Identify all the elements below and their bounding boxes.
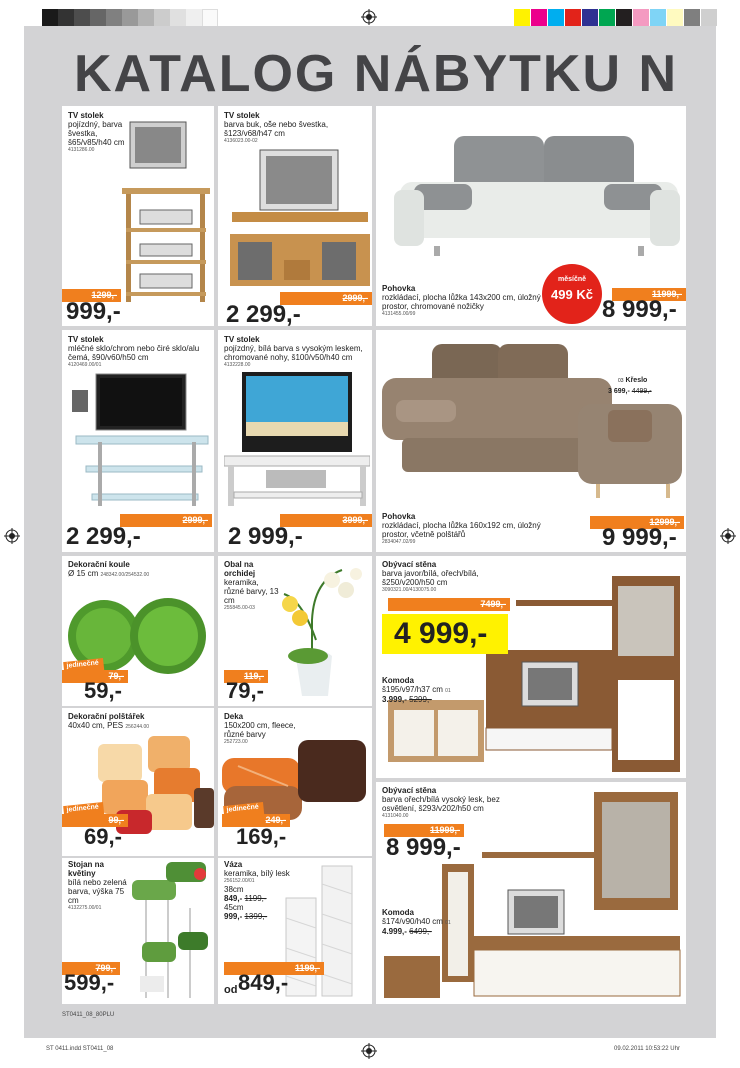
old-price-tag: 3999,- xyxy=(280,514,372,527)
price: 169,- xyxy=(236,824,287,849)
armchair-label: 03 Křeslo xyxy=(618,377,648,384)
product-card-balls[interactable] xyxy=(62,556,214,706)
vase-price1: 849,- 1199,- xyxy=(224,894,267,903)
unique-badge: jedinečné xyxy=(63,802,105,824)
product-card-blanket[interactable] xyxy=(218,708,372,856)
price: 8 999,- xyxy=(386,834,461,861)
product-title: Dekorační polštářek xyxy=(68,712,145,721)
registration-mark-icon xyxy=(361,1043,377,1059)
price: 2 299,- xyxy=(66,523,141,550)
product-code: 252723.00 xyxy=(224,739,248,745)
registration-mark-icon xyxy=(4,528,20,544)
price: 69,- xyxy=(84,824,122,849)
product-title: TV stolek xyxy=(68,335,104,344)
glass-tv-stand-image xyxy=(72,370,212,512)
product-card-tv2[interactable] xyxy=(218,106,372,326)
product-code: 4132275.00/01 xyxy=(68,905,102,911)
old-price-tag: 11999,- xyxy=(384,824,464,837)
product-code: 4136023.00-02 xyxy=(224,138,258,144)
old-price-tag: 12999,- xyxy=(590,516,684,529)
product-card-stand[interactable] xyxy=(62,858,214,1004)
tv-stand-image xyxy=(118,120,214,306)
product-title: Obal na orchidej xyxy=(224,560,256,578)
vases-image xyxy=(278,864,370,1000)
product-title: TV stolek xyxy=(224,111,260,120)
commode-price: 4.999,- 6499,- xyxy=(382,927,432,936)
old-price-tag: 2999,- xyxy=(280,292,372,305)
product-desc: rozkládací, plocha lůžka 143x200 cm, úložný prostor, chromované nožičky xyxy=(382,293,541,311)
product-code: 4131286.00 xyxy=(68,147,95,153)
product-card-orchid[interactable] xyxy=(218,556,372,706)
vase-size1: 38cm xyxy=(224,885,244,894)
product-card-wall1[interactable] xyxy=(376,556,686,778)
old-price-tag: 1199,- xyxy=(224,962,324,975)
footer-file: ST 0411.indd ST0411_08 xyxy=(46,1046,114,1052)
product-desc: barva ořech/bílá vysoký lesk, bez osvětlení, š293/v202/h50 cm xyxy=(382,795,500,813)
orchid-image xyxy=(272,560,370,700)
price: 4 999,- xyxy=(394,617,488,650)
unique-badge: jedinečné xyxy=(223,802,265,824)
old-price-tag: 11999,- xyxy=(612,288,686,301)
price: 79,- xyxy=(226,678,264,703)
product-code: 4132228.00 xyxy=(224,362,251,368)
color-bar xyxy=(514,9,716,26)
product-desc: barva javor/bílá, ořech/bílá, š250/v200/h50 cm xyxy=(382,569,479,587)
unique-badge: jedinečné xyxy=(63,658,105,680)
product-desc: keramika, různé barvy, 13 cm xyxy=(224,578,279,605)
old-price-tag: 799,- xyxy=(62,962,120,975)
product-card-pillow[interactable] xyxy=(62,708,214,856)
product-card-wall2[interactable] xyxy=(376,782,686,1004)
product-code: 4120469.00/01 xyxy=(68,362,102,368)
price: 2 999,- xyxy=(228,523,303,550)
tv-stand-image xyxy=(224,148,370,288)
registration-mark-icon xyxy=(720,528,736,544)
product-card-tv3[interactable] xyxy=(62,330,214,552)
vase-price2: 999,- 1399,- xyxy=(224,912,268,921)
price: 59,- xyxy=(84,678,122,703)
product-desc: š195/v97/h37 cm 01 xyxy=(382,685,451,694)
product-title: TV stolek xyxy=(224,335,260,344)
white-tv-stand-image xyxy=(224,372,370,512)
flower-stand-image xyxy=(122,858,214,1002)
product-code: 3090321.00/4130075.00 xyxy=(382,587,437,593)
footer-date: 09.02.2011 10:53:22 Uhr xyxy=(614,1046,680,1052)
product-title: Deka xyxy=(224,712,244,721)
product-card-tv1[interactable] xyxy=(62,106,214,326)
product-title: Dekorační koule xyxy=(68,560,130,569)
product-card-sofa2[interactable] xyxy=(376,330,686,552)
product-card-tv4[interactable] xyxy=(218,330,372,552)
product-desc: rozkládací, plocha lůžka 160x192 cm, úložný prostor, včetně polštářů xyxy=(382,521,541,539)
product-desc: 40x40 cm, PES 256244.00 xyxy=(68,721,150,730)
wall-unit-image xyxy=(382,786,682,1000)
price: 8 999,- xyxy=(602,296,677,323)
price: 999,- xyxy=(66,298,121,325)
product-card-vase[interactable] xyxy=(218,858,372,1004)
product-desc: Ø 15 cm 248342.00/254532.00 xyxy=(68,569,150,578)
product-title: Obývací stěna xyxy=(382,560,437,569)
product-title: Komoda xyxy=(382,676,414,685)
old-price-tag: 1299,- xyxy=(62,289,121,302)
product-title: Obývací stěna xyxy=(382,786,437,795)
price: 9 999,- xyxy=(602,524,677,551)
armchair-price: 3 699,- 4499,- xyxy=(608,388,652,395)
monthly-price-badge: měsíčně 499 Kč xyxy=(542,264,602,324)
registration-mark-icon xyxy=(361,9,377,25)
grayscale-bar xyxy=(42,9,222,26)
vase-size2: 45cm xyxy=(224,903,244,912)
product-desc: keramika, bílý lesk xyxy=(224,869,290,878)
product-desc: pojízdný, bílá barva s vysokým leskem, chromované nohy, š100/v50/h40 cm xyxy=(224,344,363,362)
old-price-tag: 7499,- xyxy=(388,598,510,611)
product-desc: barva buk, oš̌e nebo švestka, š123/v68/h47 cm xyxy=(224,120,329,138)
product-code: 256152.00/01 xyxy=(224,878,255,884)
product-code: 4131040.00 xyxy=(382,813,409,819)
product-title: Komoda xyxy=(382,908,414,917)
product-desc: mléčné sklo/chrom nebo čiré sklo/alu čemá, š90/v60/h50 cm xyxy=(68,344,200,362)
product-title: Stojan na květiny xyxy=(68,860,105,878)
product-title: Pohovka xyxy=(382,284,416,293)
old-price-tag: 79,- xyxy=(62,670,128,683)
price: 2 299,- xyxy=(226,301,301,328)
old-price-tag: 99,- xyxy=(62,814,128,827)
sofa-image xyxy=(382,338,682,508)
footer-code: ST0411_08_80PLU xyxy=(62,1012,115,1018)
product-title: Pohovka xyxy=(382,512,416,521)
product-desc: 150x200 cm, fleece, různé barvy xyxy=(224,721,296,739)
old-price-tag: 249,- xyxy=(222,814,290,827)
product-desc: pojízdný, barva švestka, š65/v85/h40 cm xyxy=(68,120,125,147)
price: 599,- xyxy=(64,970,115,995)
commode-price: 3.999,- 5299,- xyxy=(382,695,432,704)
sofa-image xyxy=(394,130,680,270)
old-price-tag: 2999,- xyxy=(120,514,212,527)
price: 849,- xyxy=(238,970,289,995)
product-title: Váza xyxy=(224,860,243,869)
page-title: KATALOG NÁBYTKU N xyxy=(74,45,679,103)
product-card-sofa1[interactable] xyxy=(376,106,686,326)
price-prefix: od xyxy=(224,984,238,996)
product-desc: š174/v90/h40 cm 01 xyxy=(382,917,451,926)
product-desc: bílá nebo zelená barva, výška 75 cm xyxy=(68,878,127,905)
product-code: 255845.00-03 xyxy=(224,605,255,611)
product-title: TV stolek xyxy=(68,111,104,120)
old-price-tag: 119,- xyxy=(224,670,268,683)
product-code: 4131455.00/99 xyxy=(382,311,416,317)
product-code: 2834047.02/99 xyxy=(382,539,416,545)
